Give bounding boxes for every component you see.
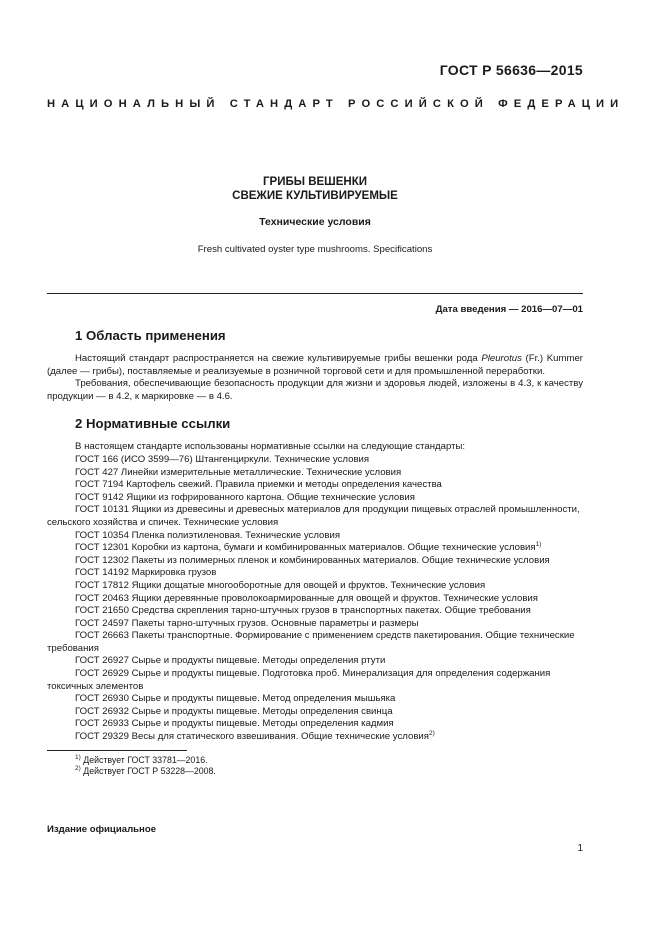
reference-text: ГОСТ 26930 Сырье и продукты пищевые. Метод определения мышьяка [75, 693, 396, 705]
reference-item [47, 593, 583, 606]
reference-item [47, 605, 583, 618]
reference-footnote-mark: 1) [535, 541, 542, 549]
reference-item [47, 668, 583, 693]
reference-text: ГОСТ 26933 Сырье и продукты пищевые. Методы определения кадмия [75, 718, 394, 730]
reference-text: ГОСТ 26927 Сырье и продукты пищевые. Методы определения ртути [75, 655, 386, 667]
reference-item [47, 454, 583, 467]
reference-text: ГОСТ 12302 Пакеты из полимерных пленок и комбинированных материалов. Общие технические условия [75, 554, 550, 566]
reference-item [47, 504, 583, 529]
footnote-2-mark: 2) [75, 764, 81, 772]
reference-item [47, 492, 583, 505]
title-rule [47, 293, 583, 294]
official-edition-label: Издание официальное [47, 824, 157, 835]
reference-item [47, 580, 583, 593]
footnote-1-mark: 1) [75, 753, 81, 761]
reference-footnote-mark: 2) [428, 730, 435, 738]
reference-text: ГОСТ 24597 Пакеты тарно-штучных грузов. Основные параметры и размеры [75, 617, 419, 629]
section-1-paragraph-2: Требования, обеспечивающие безопасность продукции для жизни и здоровья людей, изложены в 4.3, к качеству продукции — в 4.2, к маркировке — в 4.6. [47, 378, 583, 402]
reference-text: ГОСТ 166 (ИСО 3599—76) Штангенциркули. Технические условия [75, 453, 370, 465]
s1-p1-text-a: Настоящий стандарт распространяется на свежие культивируемые грибы вешенки рода [75, 353, 482, 364]
title-line-1: ГРИБЫ ВЕШЕНКИ [263, 176, 367, 188]
reference-item [47, 479, 583, 492]
reference-text: ГОСТ 7194 Картофель свежий. Правила приемки и методы определения качества [75, 479, 442, 491]
reference-text: ГОСТ 9142 Ящики из гофрированного картона. Общие технические условия [75, 491, 415, 503]
intro-date: Дата введения — 2016—07—01 [435, 304, 583, 315]
section-1-heading: 1 Область применения [75, 328, 226, 343]
title-block [47, 175, 583, 255]
section-2-heading: 2 Нормативные ссылки [75, 416, 231, 432]
reference-text: ГОСТ 427 Линейки измерительные металлические. Технические условия [75, 466, 402, 478]
reference-text: ГОСТ 17812 Ящики дощатые многооборотные для овощей и фруктов. Технические условия [75, 579, 486, 591]
footnote-1 [47, 755, 583, 766]
footnote-2-text: Действует ГОСТ Р 53228—2008. [83, 765, 216, 776]
reference-text: ГОСТ 10354 Пленка полиэтиленовая. Технические условия [75, 529, 341, 541]
reference-text: ГОСТ 26663 Пакеты транспортные. Формирование с применением средств пакетирования. Общие технические требования [47, 630, 575, 654]
reference-text: ГОСТ 10131 Ящики из древесины и древесных материалов для продукции пищевых отраслей промышленности, сельского хозяйства и спичек. Технические условия [47, 504, 580, 528]
title-line-2: СВЕЖИЕ КУЛЬТИВИРУЕМЫЕ [232, 190, 398, 202]
reference-text: ГОСТ 26929 Сырье и продукты пищевые. Подготовка проб. Минерализация для определения содержания токсичных элементов [47, 668, 551, 692]
reference-text: ГОСТ 29329 Весы для статического взвешивания. Общие технические условия [75, 731, 429, 743]
footnote-1-text: Действует ГОСТ 33781—2016. [83, 754, 208, 765]
reference-item [47, 530, 583, 543]
s1-p1-genus: Pleurotus [481, 353, 522, 364]
reference-item [47, 718, 583, 731]
reference-items [47, 454, 583, 744]
title-english: Fresh cultivated oyster type mushrooms. Specifications [197, 244, 433, 255]
reference-item [47, 618, 583, 631]
main-content [47, 328, 583, 777]
page-number: 1 [577, 843, 583, 854]
reference-item [47, 630, 583, 655]
reference-text: ГОСТ 21650 Средства скрепления тарно-штучных грузов в транспортных пакетах. Общие требования [75, 605, 531, 617]
national-standard-banner: НАЦИОНАЛЬНЫЙ СТАНДАРТ РОССИЙСКОЙ ФЕДЕРАЦИИ [47, 98, 625, 110]
reference-item [47, 567, 583, 580]
footnote-2 [47, 766, 583, 777]
reference-text: ГОСТ 12301 Коробки из картона, бумаги и комбинированных материалов. Общие технические условия [75, 542, 536, 554]
s1-p1-text-b: (Fr.) Kummer (далее — грибы), поставляемые и реализуемые в розничной торговой сети и для промышленной переработки. [47, 353, 583, 377]
references-intro: В настоящем стандарте использованы нормативные ссылки на следующие стандарты: [75, 441, 466, 453]
reference-text: ГОСТ 26932 Сырье и продукты пищевые. Методы определения свинца [75, 705, 393, 717]
reference-item [47, 706, 583, 719]
references-list [47, 441, 583, 743]
title-subtitle: Технические условия [259, 216, 371, 228]
reference-text: ГОСТ 20463 Ящики деревянные проволокоармированные для овощей и фруктов. Технические условия [75, 592, 538, 604]
reference-item [47, 731, 583, 744]
reference-item [47, 467, 583, 480]
gost-code: ГОСТ Р 56636—2015 [439, 62, 583, 78]
reference-item [47, 655, 583, 668]
reference-text: ГОСТ 14192 Маркировка грузов [75, 567, 217, 579]
reference-item [47, 542, 583, 555]
footnote-rule [47, 750, 187, 751]
reference-item [47, 693, 583, 706]
reference-item [47, 555, 583, 568]
section-1-paragraph-1 [47, 353, 583, 378]
